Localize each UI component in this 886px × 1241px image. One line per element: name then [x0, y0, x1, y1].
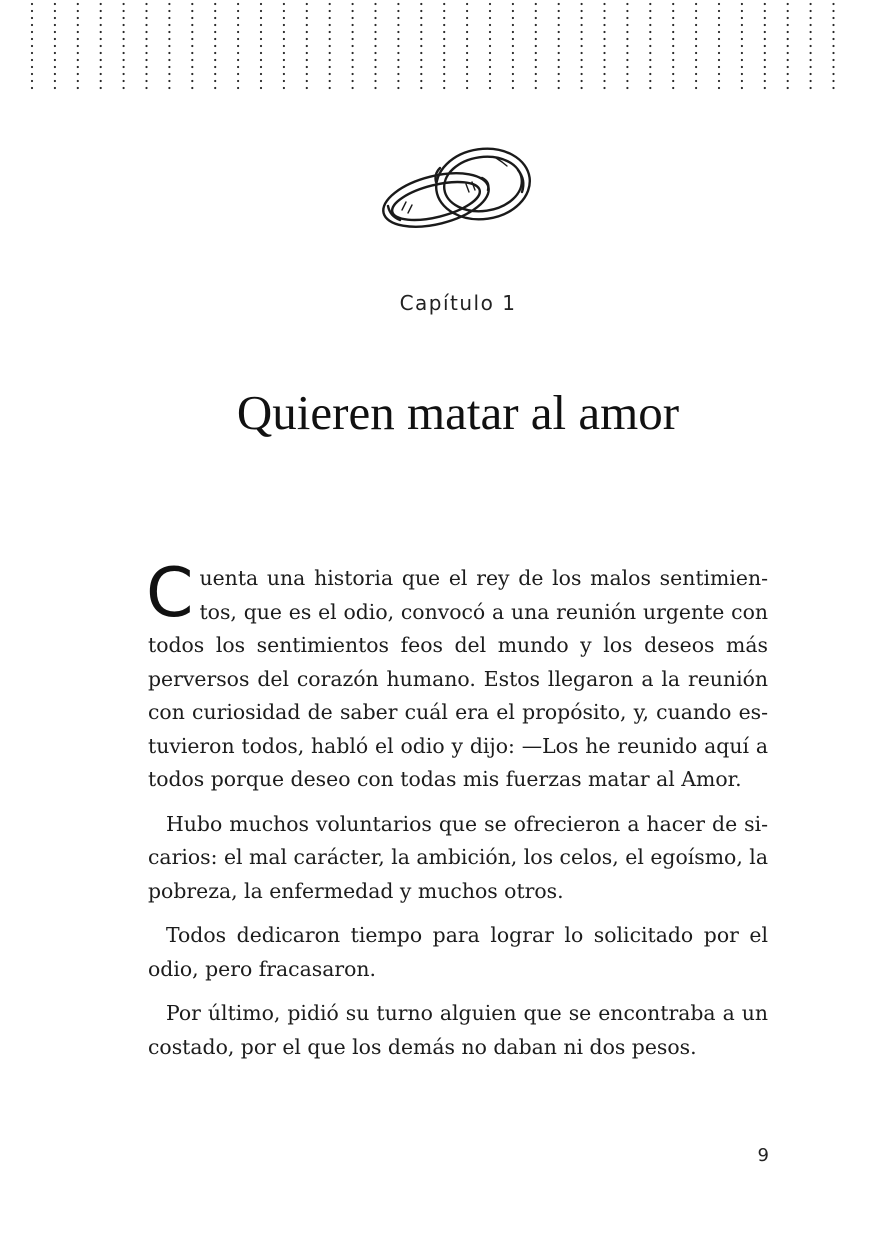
paragraph-4: Por último, pidió su turno alguien que se encontraba a un costado, por el que los demás no daban ni dos pesos. [148, 1001, 768, 1059]
paragraph-3: Todos dedicaron tiempo para lograr lo solicitado por el odio, pero fracasaron. [148, 923, 768, 981]
wedding-rings-icon [378, 140, 538, 236]
chapter-title: Quieren matar al amor [236, 385, 680, 440]
paragraph-1 [146, 554, 768, 797]
paragraph-2: Hubo muchos voluntarios que se ofrecieron a hacer de sicarios: el mal carácter, la ambición, los celos, el egoísmo, la pobreza, la enfermedad y muchos otros. [148, 811, 768, 903]
dotted-border-decoration [0, 0, 886, 95]
chapter-label: Capítulo 1 [399, 291, 517, 315]
chapter-body [146, 554, 768, 1075]
page-number: 9 [757, 1145, 769, 1166]
drop-cap: C [146, 554, 194, 633]
paragraph-1-text: uenta una historia que el rey de los malos sentimientos, que es el odio, convocó a una reunión urgente con todos los sentimientos feos del mundo y los deseos más perversos del corazón humano. Estos llegaron a la reunión con curiosidad de saber cuál era el propósito, y, cuando estuvieron todos, habló el odio y dijo: —Los he reunido aquí a todos porque deseo con todas mis fuerzas matar al Amor. [148, 566, 768, 791]
